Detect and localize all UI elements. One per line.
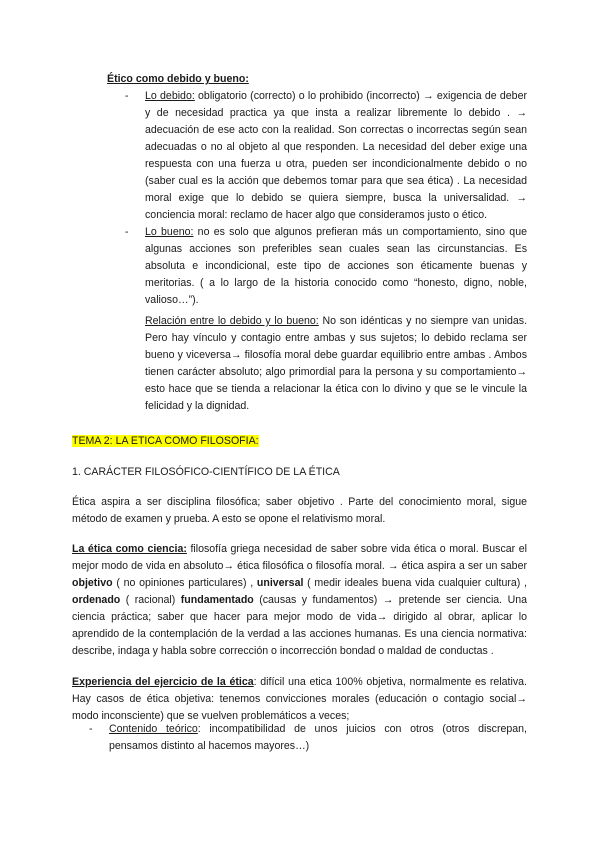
bullet-dash: - <box>125 226 129 238</box>
list-item-contenido-teorico <box>72 721 527 755</box>
bold-objetivo: objetivo <box>72 577 113 589</box>
experiencia-list <box>72 721 527 755</box>
intro-paragraph: Ética aspira a ser disciplina filosófica; saber objetivo . Parte del conocimiento moral, sigue método de examen y prueba. A esto se opone el relativismo moral. <box>72 496 527 525</box>
relacion-text: No son idénticas y no siempre van unidas. Pero hay vínculo y contagio entre ambas y sus sujetos; lo debido reclama ser bueno y viceversa→ filosofía moral debe guardar equilibrio entre ambas . Ambos tienen carácter absoluto; algo primordial para la persona y su comportamiento→ esto hace que se tienda a relacionar la ética con lo divino y que se le vincule la felicidad y la dignidad. <box>145 315 528 412</box>
bold-universal: universal <box>256 577 304 589</box>
ciencia-text-1: filosofía griega necesidad de saber sobre vida ética o moral. Buscar el mejor modo de vida en absoluto→ ética filosófica o filosofía moral. → ética aspira a ser un saber <box>72 543 528 572</box>
term-lo-debido: Lo debido: <box>145 90 195 102</box>
ciencia-text-5: (causas y fundamentos) → pretende ser ciencia. Una ciencia práctica; saber que hacer para mejor modo de vida→ dirigido al obrar, aplicar lo aprendido de la contemplación de la verdad a las acciones humanas. Es una ciencia normativa: describe, indaga y habla sobre corrección o incorrección bondad o maldad de conductas . <box>72 594 528 657</box>
ciencia-text-4: ( racional) <box>120 594 181 606</box>
ciencia-text-2: ( no opiniones particulares) , <box>112 577 257 589</box>
term-experiencia: Experiencia del ejercicio de la ética <box>72 676 254 688</box>
experiencia-paragraph <box>72 674 527 725</box>
tema2-title <box>72 433 259 450</box>
contenido-teorico-text: : incompatibilidad de unos juicios con otros (otros discrepan, pensamos distinto al hacemos mayores…) <box>109 723 527 752</box>
term-relacion: Relación entre lo debido y lo bueno: <box>145 315 319 327</box>
term-contenido-teorico: Contenido teórico <box>109 723 198 735</box>
ciencia-paragraph <box>72 541 527 660</box>
term-lo-bueno: Lo bueno: <box>145 226 194 238</box>
tema2-title-highlight: TEMA 2: LA ETICA COMO FILOSOFIA: <box>72 435 259 447</box>
debido-bueno-list <box>107 88 527 309</box>
bold-fundamentado: fundamentado <box>180 594 254 606</box>
relacion-paragraph <box>145 313 527 415</box>
list-item-lo-debido <box>107 88 527 224</box>
lo-bueno-text: no es solo que algunos prefieran más un comportamiento, sino que algunas acciones son preferibles sean cuales sean las circunstancias. Es absoluta e incondicional, este tipo de acciones son éticamente buenas y meritorias. ( a lo largo de la historia conocido como “honesto, digno, noble, valioso…”). <box>145 226 527 306</box>
bullet-dash: - <box>89 723 93 735</box>
experiencia-text: : difícil una etica 100% objetiva, normalmente es relativa. Hay casos de ética objetiva: tenemos convicciones morales (educación o contagio social→ modo inconsciente) que se vuelven problemáticos a veces; <box>72 676 527 722</box>
section-heading-etico: Ético como debido y bueno: <box>107 73 249 85</box>
list-item-lo-bueno <box>107 224 527 309</box>
term-etica-ciencia: La ética como ciencia: <box>72 543 187 555</box>
tema2-subtitle: 1. CARÁCTER FILOSÓFICO-CIENTÍFICO DE LA ÉTICA <box>72 466 340 478</box>
bold-ordenado: ordenado <box>72 594 121 606</box>
lo-debido-text: obligatorio (correcto) o lo prohibido (incorrecto) → exigencia de deber y de necesidad practica ya que insta a realizar libremente lo debido . → adecuación de ese acto con la realidad. Son correctas o incorrectas según sean adecuadas o no al objeto al que responden. La necesidad del deber exige una respuesta con una fuerza u otra, pueden ser incondicionalmente debido o no (saber cual es la acción que debemos tomar para que sea ética) . La necesidad moral exige que lo debido se quiera siempre, busca la universalidad. → conciencia moral: reclamo de hacer algo que consideramos justo o ético. <box>145 90 527 221</box>
bullet-dash: - <box>125 90 129 102</box>
ciencia-text-3: ( medir ideales buena vida cualquier cultura) , <box>303 577 527 589</box>
